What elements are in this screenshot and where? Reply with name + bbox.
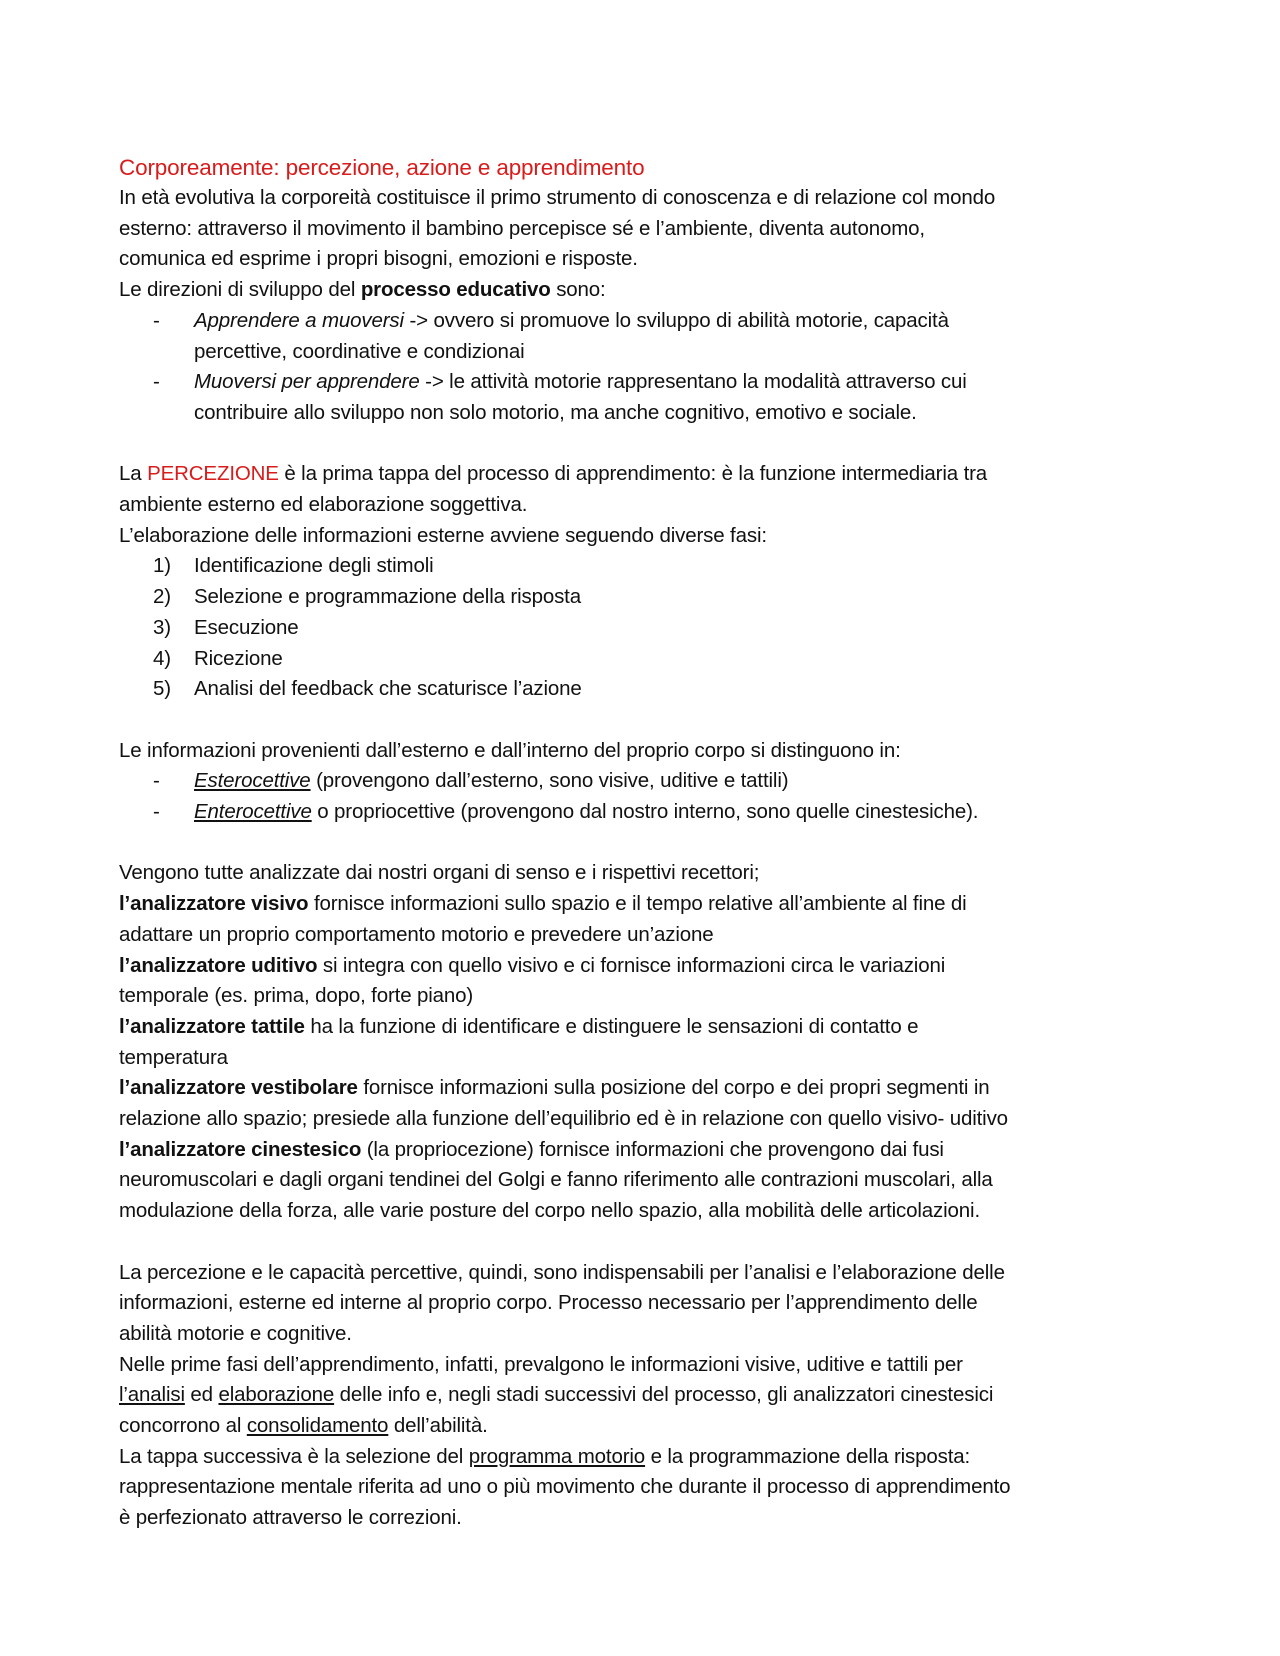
italic-term: Apprendere a muoversi	[194, 308, 404, 332]
bullet-item: - Enterocettive o propriocettive (provengono dal nostro interno, sono quelle cinestesiche).	[119, 797, 1179, 828]
analyzer-tattile: l’analizzatore tattile ha la funzione di identificare e distinguere le sensazioni di contatto e	[119, 1014, 919, 1038]
underlined-term: Enterocettive	[194, 800, 312, 824]
analyzer-continuation: modulazione della forza, alle varie posture del corpo nello spazio, alla mobilità delle articolazioni.	[119, 1199, 980, 1223]
underlined-term: Esterocettive	[194, 769, 311, 793]
numbered-item: 4) Ricezione	[119, 644, 1179, 675]
conclusion-line: La percezione e le capacità percettive, quindi, sono indispensabili per l’analisi e l’elaborazione delle	[119, 1260, 1005, 1284]
number-marker: 5)	[153, 677, 171, 701]
conclusion-line: concorrono al consolidamento dell’abilità.	[119, 1414, 488, 1438]
number-marker: 4)	[153, 646, 171, 670]
bullet-item: - Muoversi per apprendere -> le attività motorie rappresentano la modalità attraverso cui	[119, 367, 1179, 398]
analyzer-continuation: adattare un proprio comportamento motorio e prevedere un’azione	[119, 922, 714, 946]
analyzer-visivo: l’analizzatore visivo fornisce informazioni sullo spazio e il tempo relative all’ambiente al fine di	[119, 892, 967, 916]
numbered-item: 1) Identificazione degli stimoli	[119, 551, 1179, 582]
bold-term: processo educativo	[360, 278, 551, 302]
paragraph-spacer	[119, 429, 1179, 460]
information-lead: Le informazioni provenienti dall’esterno e dall’interno del proprio corpo si distinguono in:	[119, 738, 901, 762]
document-title: Corporeamente: percezione, azione e apprendimento	[119, 155, 645, 180]
intro-line: comunica ed esprime i propri bisogni, emozioni e risposte.	[119, 247, 638, 271]
intro-line: In età evolutiva la corporeità costituisce il primo strumento di conoscenza e di relazione col mondo	[119, 186, 996, 209]
number-marker: 2)	[153, 585, 171, 609]
bullet-item: - Apprendere a muoversi -> ovvero si promuove lo sviluppo di abilità motorie, capacità	[119, 306, 1179, 337]
numbered-item: 2) Selezione e programmazione della risposta	[119, 582, 1179, 613]
directions-lead: Le direzioni di sviluppo del processo educativo sono:	[119, 278, 606, 302]
bullet-marker: -	[153, 308, 160, 332]
paragraph-spacer	[119, 705, 1179, 736]
paragraph-spacer	[119, 828, 1179, 859]
intro-line: esterno: attraverso il movimento il bambino percepisce sé e l’ambiente, diventa autonomo,	[119, 216, 925, 240]
underlined-term: elaborazione	[218, 1383, 335, 1407]
numbered-item: 5) Analisi del feedback che scaturisce l’azione	[119, 674, 1179, 705]
perception-line: La PERCEZIONE è la prima tappa del processo di apprendimento: è la funzione intermediaria tra	[119, 462, 988, 486]
perception-line: ambiente esterno ed elaborazione soggettiva.	[119, 493, 528, 517]
underlined-term: programma motorio	[468, 1444, 646, 1468]
document-body	[119, 153, 1179, 1534]
bullet-marker: -	[153, 370, 160, 394]
conclusion-line: rappresentazione mentale riferita ad uno o più movimento che durante il processo di apprendimento	[119, 1475, 1011, 1499]
bullet-marker: -	[153, 769, 160, 793]
analyzer-cinestesico: l’analizzatore cinestesico (la propriocezione) fornisce informazioni che provengono dai fusi	[119, 1137, 944, 1161]
bullet-continuation: percettive, coordinative e condizionai	[194, 339, 525, 363]
analyzer-continuation: temperatura	[119, 1045, 228, 1069]
italic-term: Muoversi per apprendere	[194, 370, 420, 394]
bullet-marker: -	[153, 800, 160, 824]
underlined-term: consolidamento	[246, 1414, 389, 1438]
highlight-term: PERCEZIONE	[147, 462, 279, 486]
number-marker: 3)	[153, 615, 171, 639]
analyzer-continuation: relazione allo spazio; presiede alla funzione dell’equilibrio ed è in relazione con quello visivo- uditivo	[119, 1107, 1008, 1131]
conclusion-line: abilità motorie e cognitive.	[119, 1321, 352, 1345]
analyzer-uditivo: l’analizzatore uditivo si integra con quello visivo e ci fornisce informazioni circa le variazioni	[119, 953, 946, 977]
perception-line: L’elaborazione delle informazioni esterne avviene seguendo diverse fasi:	[119, 523, 767, 547]
numbered-item: 3) Esecuzione	[119, 613, 1179, 644]
analyzer-vestibolare: l’analizzatore vestibolare fornisce informazioni sulla posizione del corpo e dei propri segmenti in	[119, 1076, 990, 1100]
number-marker: 1)	[153, 554, 171, 578]
analyzer-continuation: temporale (es. prima, dopo, forte piano)	[119, 984, 474, 1008]
bullet-continuation: contribuire allo sviluppo non solo motorio, ma anche cognitivo, emotivo e sociale.	[194, 400, 917, 424]
underlined-term: l’analisi	[119, 1383, 185, 1407]
analyzer-continuation: neuromuscolari e dagli organi tendinei del Golgi e fanno riferimento alle contrazioni muscolari, alla	[119, 1168, 993, 1192]
conclusion-line: La tappa successiva è la selezione del programma motorio e la programmazione della risposta:	[119, 1444, 971, 1468]
conclusion-line: Nelle prime fasi dell’apprendimento, infatti, prevalgono le informazioni visive, uditive e tattili per	[119, 1352, 963, 1376]
conclusion-line: è perfezionato attraverso le correzioni.	[119, 1506, 462, 1530]
bullet-item: - Esterocettive (provengono dall’esterno, sono visive, uditive e tattili)	[119, 766, 1179, 797]
paragraph-spacer	[119, 1227, 1179, 1258]
analyzers-lead: Vengono tutte analizzate dai nostri organi di senso e i rispettivi recettori;	[119, 861, 760, 885]
conclusion-line: informazioni, esterne ed interne al proprio corpo. Processo necessario per l’apprendimento delle	[119, 1291, 978, 1315]
conclusion-line: l’analisi ed elaborazione delle info e, negli stadi successivi del processo, gli analizzatori cinestesici	[119, 1383, 994, 1407]
